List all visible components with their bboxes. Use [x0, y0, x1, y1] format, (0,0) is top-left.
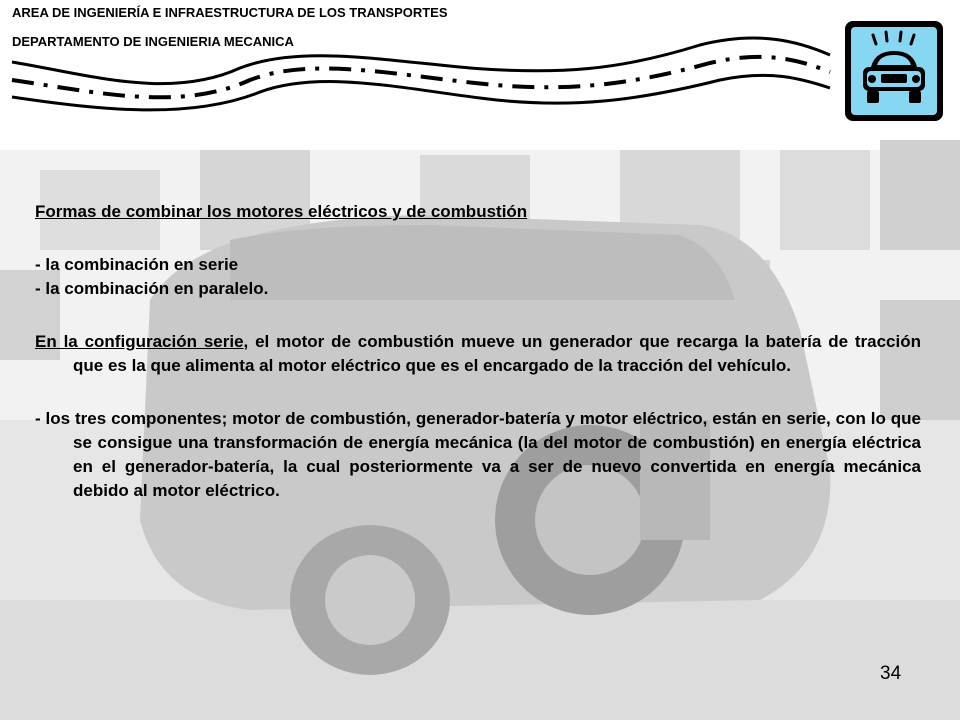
slide-title: Formas de combinar los motores eléctricos y de combustión: [35, 202, 528, 221]
list-item-paralelo: - la combinación en paralelo.: [35, 279, 269, 298]
paragraph-rest: , el motor de combustión mueve un generador que recarga la batería de tracción que es la que alimenta al motor eléctrico que es el encargado de la tracción del vehículo.: [73, 332, 922, 375]
header-department-title: DEPARTAMENTO DE INGENIERIA MECANICA: [12, 34, 294, 49]
road-graphic: [0, 0, 960, 150]
header-area-title: AREA DE INGENIERÍA E INFRAESTRUCTURA DE LOS TRANSPORTES: [12, 5, 448, 20]
list-item-serie: - la combinación en serie: [35, 255, 239, 274]
slide-content: [35, 200, 921, 503]
car-front-icon: [843, 19, 945, 123]
paragraph-lead: En la configuración serie: [35, 332, 244, 351]
page-number: 34: [880, 663, 902, 684]
paragraph-components: - los tres componentes; motor de combustión, generador-batería y motor eléctrico, están en serie, con lo que se consigue una transformación de energía mecánica (la del motor de combustión) en energía eléctrica en el generador-batería, la cual posteriormente va a ser de nuevo convertida en energía mecánica debido al motor eléctrico.: [35, 409, 921, 500]
paragraph-serie-config: [35, 330, 921, 378]
